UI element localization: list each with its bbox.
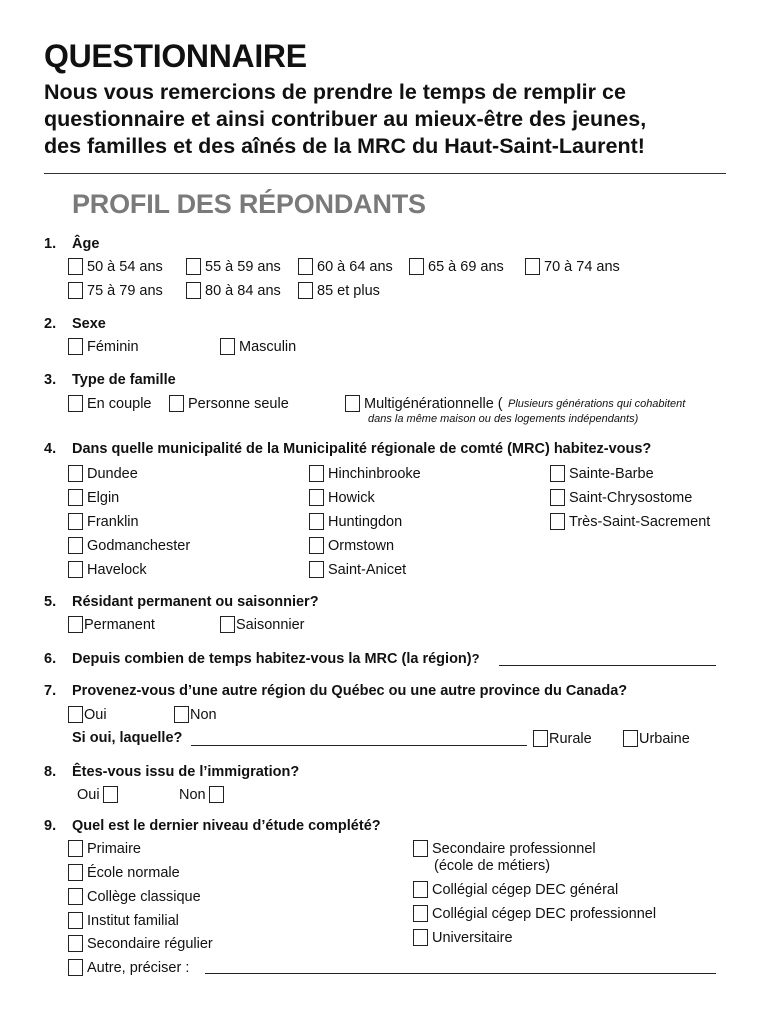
answer-line[interactable] — [499, 665, 716, 666]
checkbox-option[interactable] — [298, 258, 393, 275]
checkbox-box[interactable] — [68, 513, 83, 530]
followup-label: Si oui, laquelle? — [72, 730, 183, 746]
checkbox-box[interactable] — [550, 465, 565, 482]
option-label: École normale — [87, 864, 180, 881]
checkbox-option[interactable] — [220, 338, 296, 355]
checkbox-option[interactable] — [309, 537, 394, 554]
intro-text — [44, 79, 646, 160]
checkbox-box[interactable] — [209, 786, 224, 803]
option-label: Sainte-Barbe — [569, 465, 654, 482]
checkbox-box[interactable] — [68, 537, 83, 554]
option-label: 75 à 79 ans — [87, 282, 163, 299]
checkbox-box[interactable] — [68, 465, 83, 482]
option-label: 60 à 64 ans — [317, 258, 393, 275]
checkbox-option[interactable] — [409, 258, 504, 275]
question-number: 6. — [44, 651, 57, 667]
checkbox-option[interactable] — [68, 840, 141, 857]
checkbox-box[interactable] — [68, 912, 83, 929]
option-label: Institut familial — [87, 912, 179, 929]
checkbox-option[interactable] — [525, 258, 620, 275]
checkbox-option[interactable] — [68, 395, 152, 412]
checkbox-box[interactable] — [68, 616, 83, 633]
option-label: Urbaine — [639, 730, 690, 747]
checkbox-option[interactable] — [413, 840, 596, 857]
option-label: Ormstown — [328, 537, 395, 554]
checkbox-box[interactable] — [103, 786, 118, 803]
question-number: 1. — [44, 236, 57, 252]
option-label: Elgin — [87, 489, 120, 506]
checkbox-option[interactable] — [68, 282, 163, 299]
checkbox-box[interactable] — [550, 513, 565, 530]
checkbox-box[interactable] — [68, 561, 83, 578]
option-label: 50 à 54 ans — [87, 258, 163, 275]
checkbox-option[interactable] — [68, 959, 189, 976]
option-label: Godmanchester — [87, 537, 191, 554]
checkbox-box[interactable] — [169, 395, 184, 412]
question-text-education: Quel est le dernier niveau d’étude complété? — [72, 818, 381, 834]
question-text-family: Type de famille — [72, 372, 176, 388]
checkbox-box[interactable] — [309, 561, 324, 578]
option-label: 85 et plus — [317, 282, 380, 299]
checkbox-box[interactable] — [68, 258, 83, 275]
question-number: 9. — [44, 818, 57, 834]
checkbox-box[interactable] — [186, 258, 201, 275]
checkbox-option[interactable] — [309, 513, 402, 530]
checkbox-option[interactable] — [186, 258, 281, 275]
checkbox-option[interactable] — [550, 513, 710, 530]
option-label: Rurale — [549, 730, 592, 747]
option-label: 80 à 84 ans — [205, 282, 281, 299]
page-title: QUESTIONNAIRE — [44, 38, 307, 74]
checkbox-box[interactable] — [186, 282, 201, 299]
intro-line: questionnaire et ainsi contribuer au mieux-être des jeunes, — [44, 107, 647, 131]
option-label: Saint-Anicet — [328, 561, 407, 578]
checkbox-option[interactable] — [68, 935, 213, 952]
checkbox-option[interactable] — [550, 489, 692, 506]
question-text-residency: Résidant permanent ou saisonnier? — [72, 594, 319, 610]
checkbox-box[interactable] — [298, 282, 313, 299]
option-label: Collégial cégep DEC général — [432, 881, 619, 898]
option-label: Howick — [328, 489, 375, 506]
option-label: Oui — [84, 706, 107, 723]
option-label: Universitaire — [432, 929, 513, 946]
checkbox-option[interactable] — [68, 338, 139, 355]
header-divider — [44, 173, 726, 174]
checkbox-box[interactable] — [68, 282, 83, 299]
question-text-duration — [72, 651, 480, 667]
option-label: 55 à 59 ans — [205, 258, 281, 275]
checkbox-box[interactable] — [345, 395, 360, 412]
checkbox-box[interactable] — [68, 840, 83, 857]
checkbox-box[interactable] — [68, 935, 83, 952]
option-label: Autre, préciser : — [87, 959, 190, 976]
option-label: Collégial cégep DEC professionnel — [432, 905, 657, 922]
checkbox-box[interactable] — [220, 616, 235, 633]
question-number: 5. — [44, 594, 57, 610]
option-label: Saint-Chrysostome — [569, 489, 693, 506]
checkbox-option[interactable] — [68, 537, 190, 554]
checkbox-box[interactable] — [413, 929, 428, 946]
checkbox-option[interactable] — [186, 282, 281, 299]
section-title: PROFIL DES RÉPONDANTS — [72, 189, 426, 219]
question-number: 7. — [44, 683, 57, 699]
question-number: 4. — [44, 441, 57, 457]
intro-line: Nous vous remercions de prendre le temps de remplir ce — [44, 80, 626, 104]
checkbox-box[interactable] — [413, 881, 428, 898]
question-text-origin: Provenez-vous d’une autre région du Québec ou une autre province du Canada? — [72, 683, 628, 699]
option-label: Franklin — [87, 513, 139, 530]
checkbox-box[interactable] — [550, 489, 565, 506]
option-label: Féminin — [87, 338, 139, 355]
option-sublabel: (école de métiers) — [434, 858, 551, 874]
checkbox-box[interactable] — [68, 338, 83, 355]
checkbox-option[interactable] — [68, 465, 138, 482]
option-label: Saisonnier — [236, 616, 305, 633]
checkbox-box[interactable] — [68, 395, 83, 412]
checkbox-box[interactable] — [174, 706, 189, 723]
checkbox-option[interactable] — [220, 616, 305, 633]
option-label: Primaire — [87, 840, 141, 857]
checkbox-box[interactable] — [309, 537, 324, 554]
checkbox-box[interactable] — [413, 840, 428, 857]
checkbox-box[interactable] — [220, 338, 235, 355]
checkbox-option[interactable] — [68, 864, 180, 881]
option-label: Non — [179, 786, 206, 803]
option-label: Personne seule — [188, 395, 289, 412]
option-label: Non — [190, 706, 217, 723]
checkbox-option[interactable] — [68, 561, 147, 578]
checkbox-option[interactable] — [550, 465, 654, 482]
checkbox-box[interactable] — [68, 888, 83, 905]
option-label: Multigénérationnelle ( — [364, 395, 503, 412]
checkbox-option[interactable] — [68, 888, 201, 905]
checkbox-box[interactable] — [68, 959, 83, 976]
option-label: Havelock — [87, 561, 147, 578]
question-text-sex: Sexe — [72, 316, 106, 332]
option-label: Très-Saint-Sacrement — [569, 513, 711, 530]
option-note: Plusieurs générations qui cohabitent — [508, 398, 686, 410]
checkbox-box[interactable] — [623, 730, 638, 747]
question-text-age: Âge — [72, 236, 100, 252]
checkbox-option[interactable] — [68, 489, 119, 506]
checkbox-box[interactable] — [413, 905, 428, 922]
checkbox-option[interactable] — [169, 395, 289, 412]
checkbox-box[interactable] — [68, 864, 83, 881]
question-number: 2. — [44, 316, 57, 332]
checkbox-option[interactable] — [179, 786, 224, 803]
checkbox-box[interactable] — [298, 258, 313, 275]
checkbox-option[interactable] — [68, 706, 107, 723]
checkbox-option[interactable] — [309, 465, 421, 482]
option-label: Masculin — [239, 338, 297, 355]
checkbox-option[interactable] — [413, 929, 513, 946]
question-text: Depuis combien de temps habitez-vous la MRC (la région) — [72, 651, 472, 667]
question-text-municipality: Dans quelle municipalité de la Municipalité régionale de comté (MRC) habitez-vous? — [72, 441, 652, 457]
option-label: Oui — [77, 786, 100, 803]
checkbox-option[interactable] — [309, 561, 406, 578]
intro-line: des familles et des aînés de la MRC du Haut-Saint-Laurent! — [44, 134, 645, 158]
option-label: Dundee — [87, 465, 138, 482]
question-text-immigration: Êtes-vous issu de l’immigration? — [72, 764, 300, 780]
option-label: Hinchinbrooke — [328, 465, 421, 482]
checkbox-option[interactable] — [77, 786, 118, 803]
checkbox-option[interactable] — [68, 616, 155, 633]
checkbox-box[interactable] — [309, 465, 324, 482]
checkbox-option[interactable] — [345, 395, 503, 412]
option-label: Secondaire professionnel — [432, 840, 596, 857]
checkbox-option[interactable] — [623, 730, 690, 747]
checkbox-box[interactable] — [309, 489, 324, 506]
option-label: Permanent — [84, 616, 155, 633]
question-number: 3. — [44, 372, 57, 388]
checkbox-option[interactable] — [68, 258, 163, 275]
checkbox-option[interactable] — [533, 730, 592, 747]
option-label: 70 à 74 ans — [544, 258, 620, 275]
option-label: Collège classique — [87, 888, 201, 905]
checkbox-option[interactable] — [68, 513, 139, 530]
checkbox-box[interactable] — [533, 730, 548, 747]
checkbox-box[interactable] — [68, 706, 83, 723]
question-number: 8. — [44, 764, 57, 780]
option-label: En couple — [87, 395, 152, 412]
checkbox-box[interactable] — [409, 258, 424, 275]
answer-line[interactable] — [205, 973, 716, 974]
checkbox-option[interactable] — [298, 282, 380, 299]
checkbox-box[interactable] — [68, 489, 83, 506]
checkbox-box[interactable] — [525, 258, 540, 275]
checkbox-option[interactable] — [174, 706, 217, 723]
option-label: Secondaire régulier — [87, 935, 213, 952]
option-note: dans la même maison ou des logements indépendants) — [368, 413, 639, 425]
option-label: Huntingdon — [328, 513, 403, 530]
checkbox-box[interactable] — [309, 513, 324, 530]
answer-line[interactable] — [191, 745, 527, 746]
question-mark: ? — [471, 651, 480, 666]
checkbox-option[interactable] — [309, 489, 375, 506]
checkbox-option[interactable] — [68, 912, 179, 929]
checkbox-option[interactable] — [413, 881, 618, 898]
option-label: 65 à 69 ans — [428, 258, 504, 275]
checkbox-option[interactable] — [413, 905, 656, 922]
